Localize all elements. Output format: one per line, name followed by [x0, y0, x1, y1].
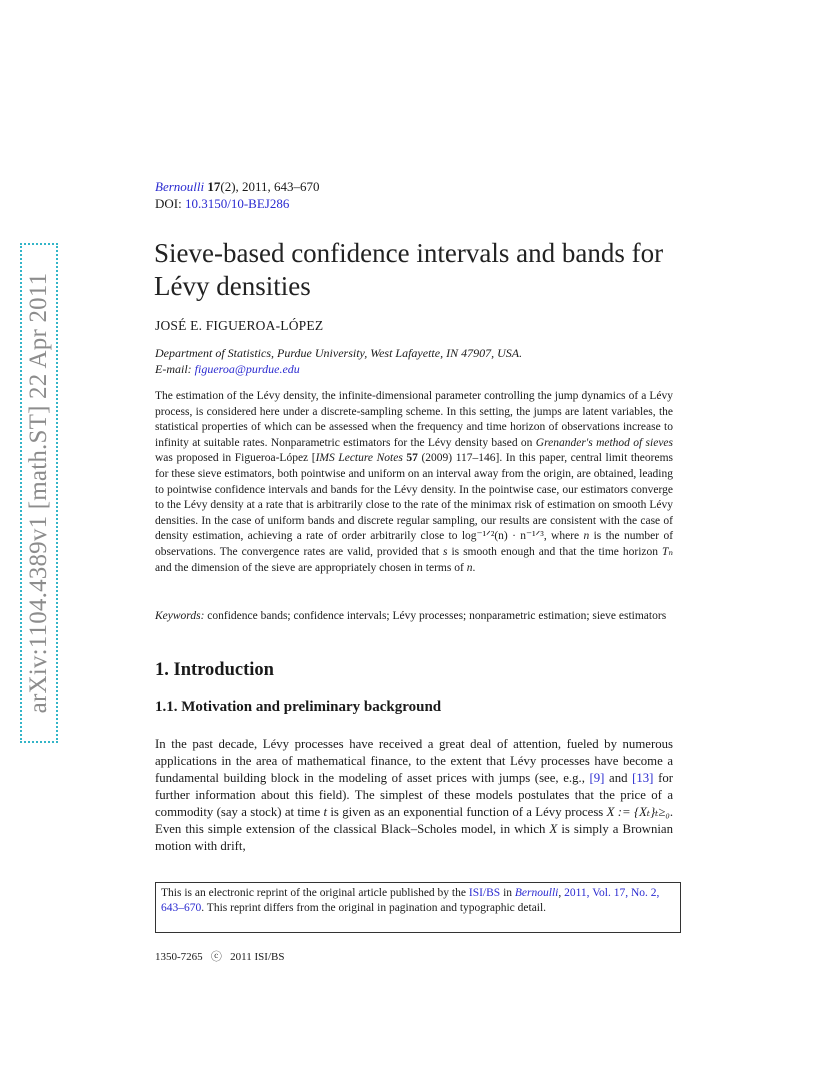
ims-series-name: IMS Lecture Notes [315, 452, 403, 465]
author-name: JOSÉ E. FIGUEROA-LÓPEZ [155, 318, 324, 333]
sieves-method-term: Grenander's method of sieves [535, 436, 673, 449]
keywords [155, 609, 673, 625]
citation-9-link[interactable]: [9] [589, 771, 605, 785]
copyright-text: 2011 ISI/BS [230, 951, 285, 963]
abstract-text-6: is smooth enough and that the time horizon [451, 545, 658, 558]
rate-expression: log⁻¹ᐟ²(n) · n⁻¹ᐟ³ [461, 530, 544, 543]
email-link[interactable]: figueroa@purdue.edu [194, 362, 300, 376]
doi-link[interactable]: 10.3150/10-BEJ286 [184, 196, 290, 211]
arxiv-identifier-stamp[interactable] [20, 243, 58, 743]
email-label: E-mail: [155, 362, 192, 376]
variable-n: n [583, 530, 590, 543]
isi-bs-link[interactable]: ISI/BS [468, 887, 501, 899]
abstract-text-7: and the dimension of the sieve are appropriately chosen in terms of [155, 561, 464, 574]
abstract-text-4: , where [543, 530, 580, 543]
journal-volume: 17 [207, 179, 221, 194]
intro-text-6: is simply a Brownian motion with drift, [155, 822, 673, 853]
citation-13-link[interactable]: [13] [632, 771, 654, 785]
doi-label: DOI: [155, 196, 182, 211]
section-heading: 1. Introduction [155, 660, 274, 680]
variable-x: X [549, 822, 558, 836]
keywords-list: confidence bands; confidence intervals; Lévy processes; nonparametric estimation; sieve estimators [207, 610, 667, 622]
issn-copyright-line [155, 948, 284, 964]
journal-citation-line [155, 178, 320, 195]
process-expression: X := {Xₜ}ₜ≥₀ [606, 805, 670, 819]
intro-text-1: In the past decade, Lévy processes have received a great deal of attention, fueled by numerous applications in the area of mathematical finance, to the extent that Lévy processes have become a fundamental building block in the modeling of asset prices with jumps (see, e.g., [155, 737, 673, 785]
intro-text-3: for further information about this field). The simplest of these models postulates that the price of a commodity (say a stock) at time [155, 771, 673, 819]
journal-issue-pages: (2), 2011, 643–670 [220, 179, 320, 194]
reprint-text-4: . This reprint differs from the original in pagination and typographic detail. [201, 902, 547, 915]
abstract-text-1: The estimation of the Lévy density, the infinite-dimensional parameter controlling the jump dynamics of a Lévy process, is considered here under a discrete-sampling scheme. In this setting, the jumps are latent variables, the statistical properties of which can be assessed when the frequency and time horizon of observations increase to infinity at suitable rates. Nonparametric estimators for the Lévy density based on [155, 390, 673, 449]
intro-text-2: and [609, 771, 628, 785]
reprint-journal-link[interactable]: Bernoulli [514, 887, 559, 899]
variable-n-2: n [466, 561, 473, 574]
reprint-text-2: in [503, 887, 513, 899]
variable-tn: Tₙ [661, 545, 674, 558]
abstract-text-2: was proposed in Figueroa-López [ [155, 452, 316, 465]
copyright-icon: ⓒ [210, 951, 222, 963]
arxiv-identifier-text: arXiv:1104.4389v1 [math.ST] 22 Apr 2011 [25, 272, 52, 714]
journal-name-link[interactable]: Bernoulli [155, 179, 205, 194]
abstract-text-8: . [472, 561, 476, 574]
reprint-notice-box [155, 882, 681, 933]
subsection-heading: 1.1. Motivation and preliminary background [155, 699, 442, 715]
reprint-text-1: This is an electronic reprint of the original article published by the [161, 887, 466, 899]
email-line [155, 361, 522, 377]
department-address: Department of Statistics, Purdue University, West Lafayette, IN 47907, USA. [155, 346, 523, 360]
keywords-label: Keywords: [155, 610, 205, 622]
ims-volume: 57 [406, 452, 418, 465]
intro-paragraph [155, 736, 673, 855]
intro-text-5: . Even this simple extension of the classical Black–Scholes model, in which [155, 805, 674, 836]
abstract-text-5: is the number of observations. The convergence rates are valid, provided that [155, 530, 674, 558]
abstract [155, 389, 673, 576]
author-affiliation [155, 345, 522, 377]
reprint-citation-link[interactable]: 2011, Vol. 17, No. 2, 643–670 [161, 887, 660, 915]
doi-line [155, 195, 320, 212]
variable-s: s [442, 545, 448, 558]
variable-t: t [323, 805, 328, 819]
abstract-text-3: (2009) 117–146]. In this paper, central limit theorems for these sieve estimators, both pointwise and uniform on an interval away from the origin, are obtained, leading to pointwise confidence intervals and bands for the Lévy density. In the pointwise case, our estimators converge to the Lévy density at a rate that is arbitrarily close to the rate of the minimax risk of estimation on smooth Lévy densities. In the case of uniform bands and discrete regular sampling, our results are consistent with the case of density estimation, achieving a rate of order arbitrarily close to [155, 452, 673, 543]
intro-text-4: is given as an exponential function of a Lévy process [330, 805, 604, 819]
journal-header [155, 178, 320, 212]
paper-title: Sieve-based confidence intervals and bands for Lévy densities [154, 238, 664, 301]
reprint-text-3: , [558, 887, 562, 899]
issn-number: 1350-7265 [155, 951, 203, 963]
